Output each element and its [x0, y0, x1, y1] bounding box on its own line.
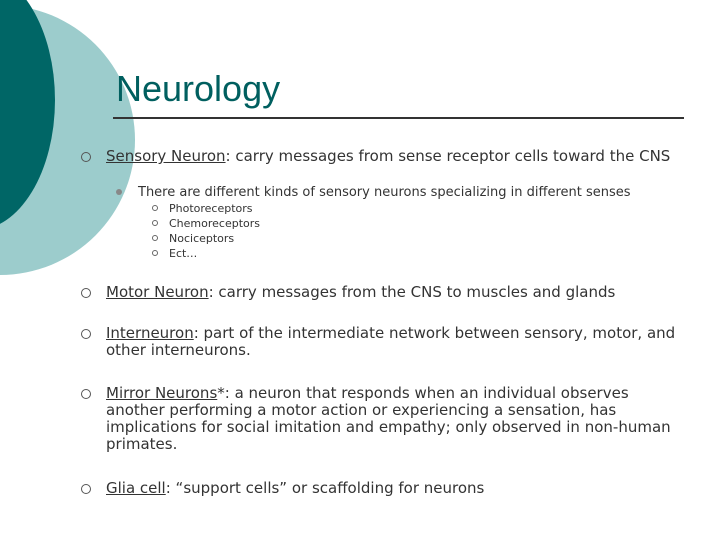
term-motor-neuron: Motor Neuron — [106, 283, 209, 301]
small-circle-bullet-icon — [152, 235, 158, 241]
definition-interneuron: : part of the intermediate network between sensory, motor, and other interneurons. — [106, 324, 676, 359]
hollow-circle-bullet-icon — [81, 152, 91, 162]
small-circle-bullet-icon — [152, 220, 158, 226]
sub-item-sensory-kinds: There are different kinds of sensory neurons specializing in different senses — [138, 185, 631, 200]
hollow-circle-bullet-icon — [81, 288, 91, 298]
term-mirror-neurons: Mirror Neurons — [106, 384, 218, 402]
term-interneuron: Interneuron — [106, 324, 194, 342]
hollow-circle-bullet-icon — [81, 389, 91, 399]
sub-sub-item-photoreceptors: Photoreceptors — [169, 202, 253, 215]
term-sensory-neuron: Sensory Neuron — [106, 147, 226, 165]
small-circle-bullet-icon — [152, 250, 158, 256]
list-item-glia-cell — [106, 480, 681, 497]
list-item-sensory-neuron — [106, 148, 681, 165]
sub-sub-item-ect: Ect… — [169, 247, 198, 260]
sub-sub-item-chemoreceptors: Chemoreceptors — [169, 217, 261, 230]
hollow-circle-bullet-icon — [81, 484, 91, 494]
hollow-circle-bullet-icon — [81, 329, 91, 339]
definition-motor-neuron: : carry messages from the CNS to muscles and glands — [208, 283, 616, 301]
definition-mirror-neurons: *: a neuron that responds when an individual observes another performing a motor action or experiencing a sensation, has implications for social imitation and empathy; only observed in non-human primates. — [106, 384, 671, 453]
list-item-motor-neuron — [106, 284, 681, 301]
small-circle-bullet-icon — [152, 205, 158, 211]
slide-title: Neurology — [116, 68, 281, 109]
definition-sensory-neuron: : carry messages from sense receptor cells toward the CNS — [225, 147, 671, 165]
filled-dot-bullet-icon — [116, 189, 122, 195]
term-glia-cell: Glia cell — [106, 479, 166, 497]
title-divider — [113, 117, 684, 119]
definition-glia-cell: : “support cells” or scaffolding for neurons — [165, 479, 485, 497]
list-item-mirror-neurons — [106, 385, 681, 453]
sub-sub-item-nociceptors: Nociceptors — [169, 232, 235, 245]
list-item-interneuron — [106, 325, 681, 359]
